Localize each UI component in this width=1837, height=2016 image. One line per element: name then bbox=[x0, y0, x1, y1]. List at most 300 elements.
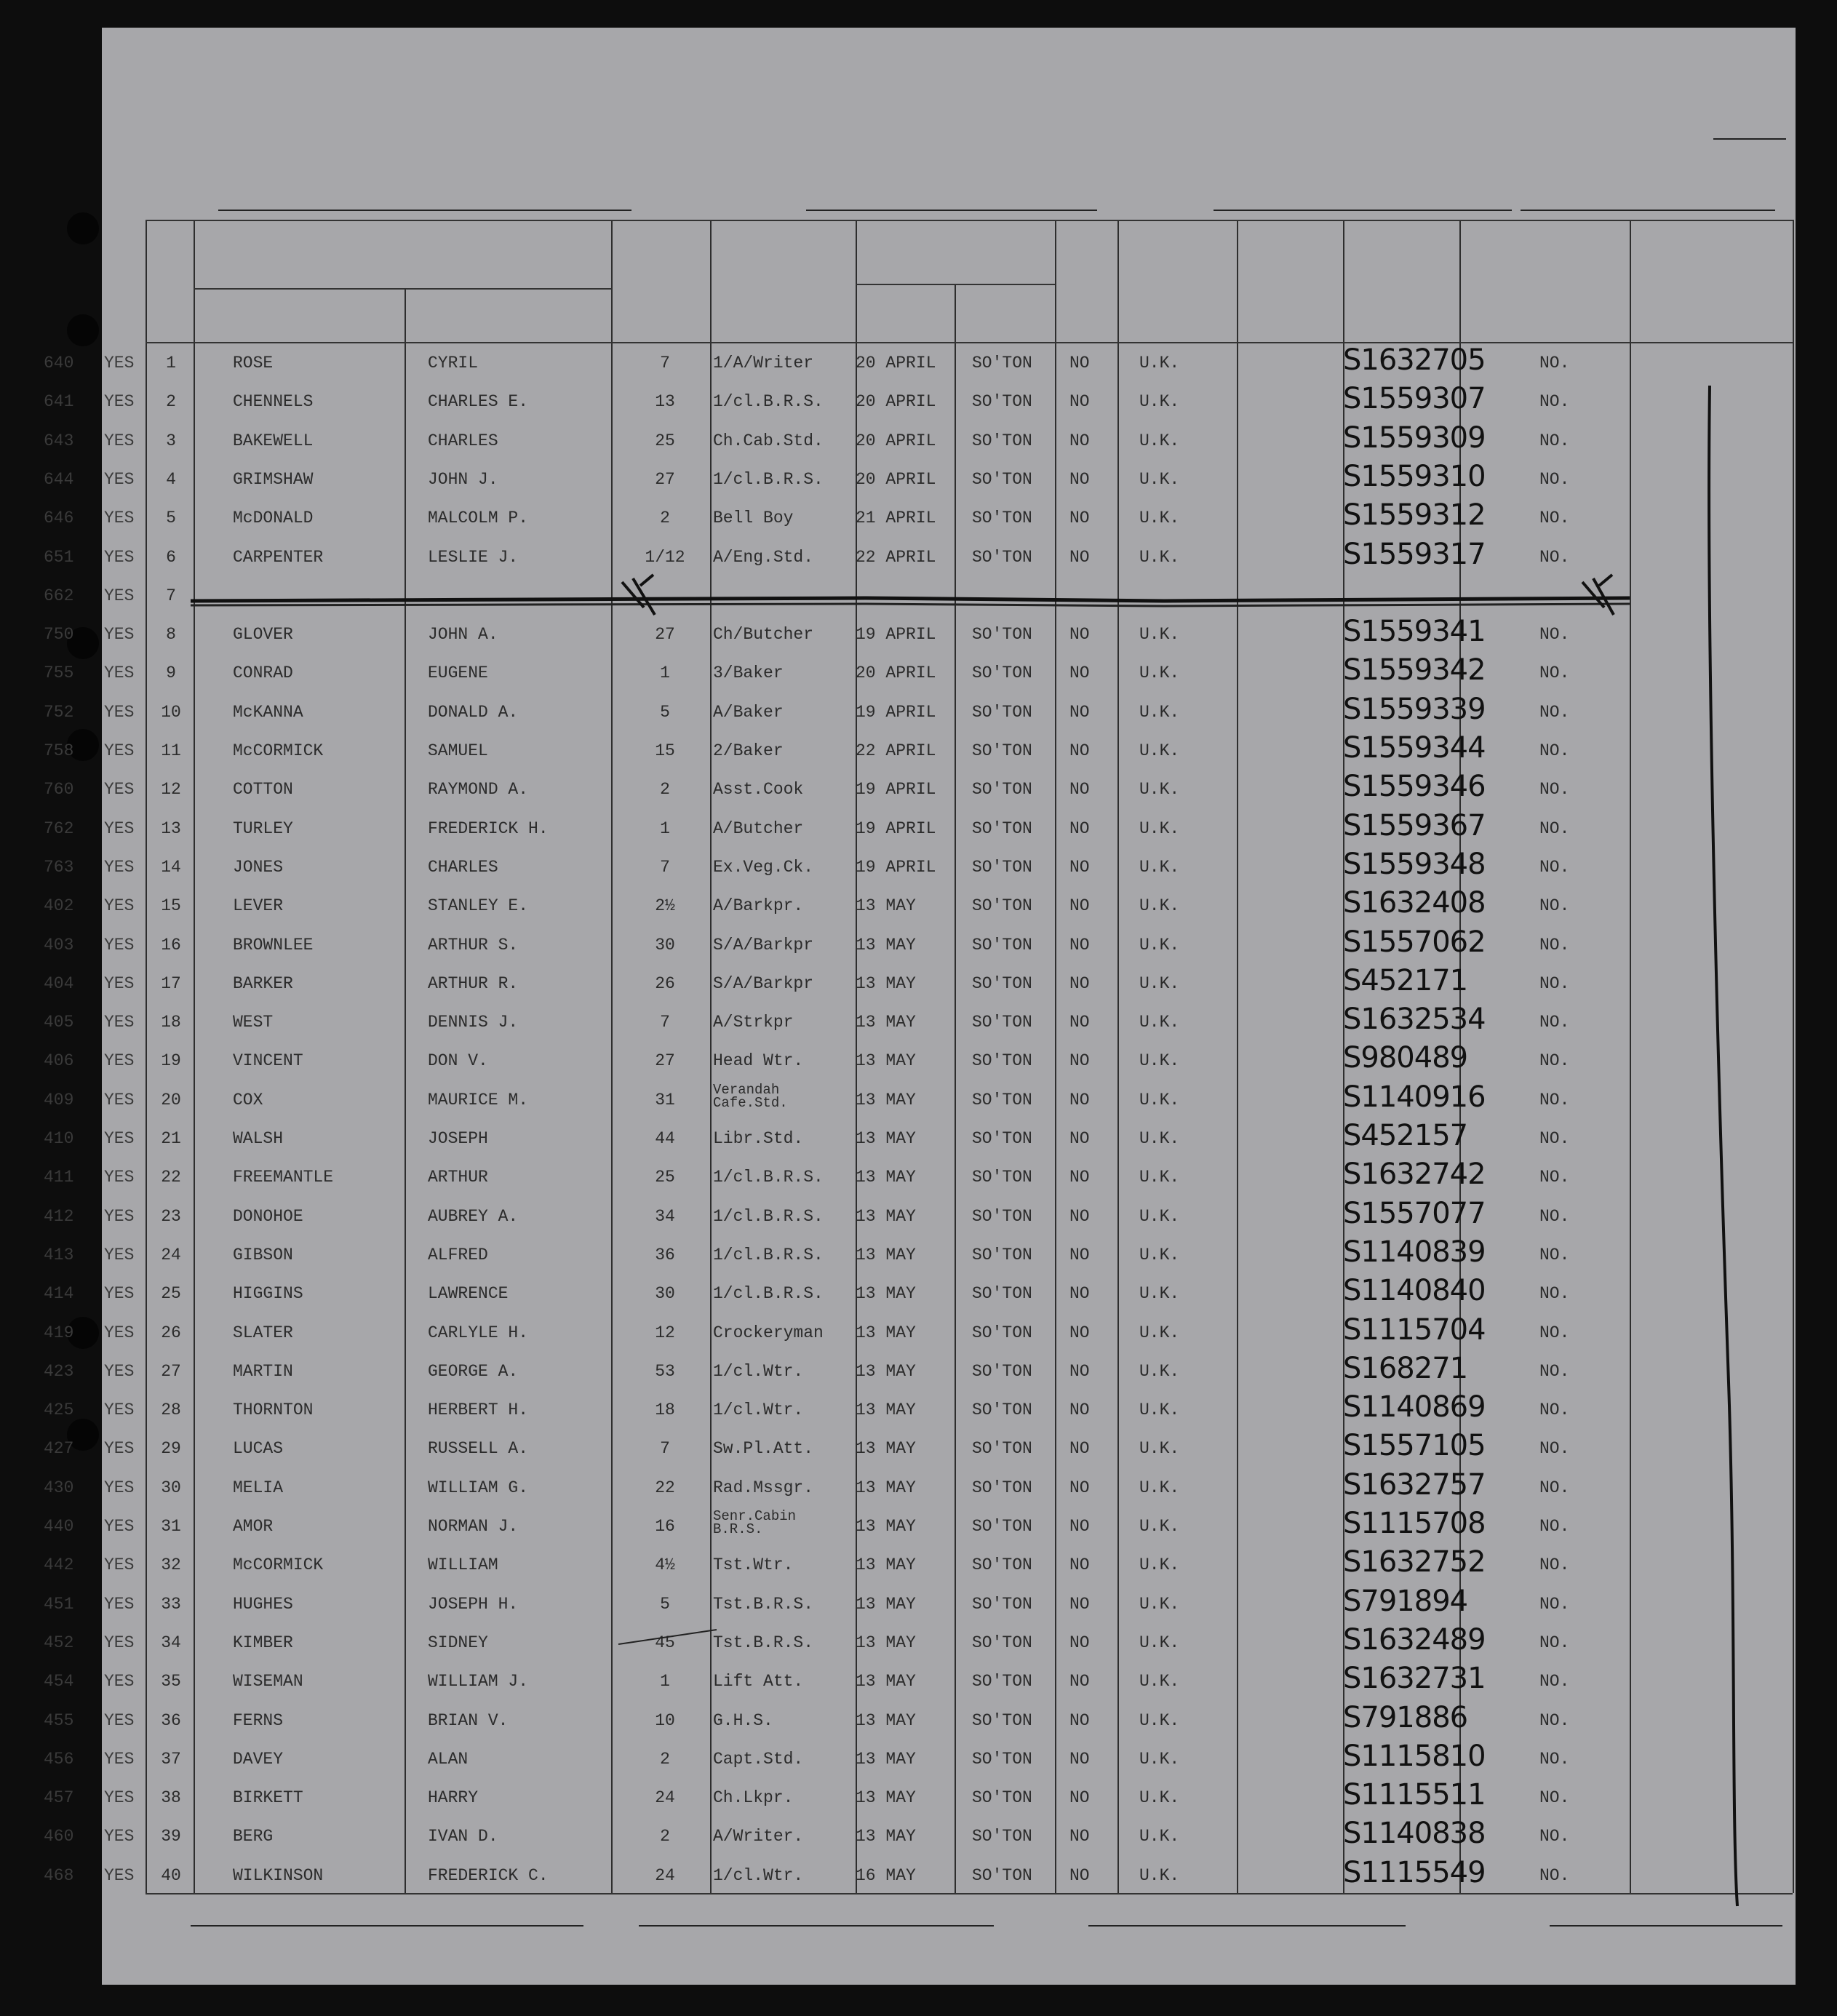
crew-list-marker: 640 bbox=[44, 354, 74, 372]
crew-yes-mark: YES bbox=[104, 1206, 135, 1226]
crew-list-marker: 750 bbox=[44, 625, 74, 645]
cell-when: 22 APRIL bbox=[856, 547, 936, 567]
cell-pos: Tst.Wtr. bbox=[713, 1555, 794, 1575]
cell-family: MARTIN bbox=[233, 1361, 293, 1381]
cell-when: 13 MAY bbox=[856, 1013, 916, 1032]
cell-pos: G.H.S. bbox=[713, 1710, 773, 1730]
cell-when: 13 MAY bbox=[856, 1517, 916, 1536]
cell-country: U.K. bbox=[1139, 1827, 1180, 1846]
crew-yes-mark: YES bbox=[104, 547, 135, 567]
row-number: 6 bbox=[166, 547, 176, 567]
cell-where: SO'TON bbox=[972, 702, 1032, 722]
row-number: 30 bbox=[161, 1478, 181, 1497]
cell-remark: NO. bbox=[1539, 1517, 1570, 1536]
cell-family: AMOR bbox=[233, 1517, 274, 1536]
cell-given: DON V. bbox=[428, 1051, 488, 1071]
crew-yes-mark: YES bbox=[104, 1710, 135, 1730]
cell-serial: S1115708 bbox=[1343, 1507, 1486, 1540]
cell-remark: NO. bbox=[1539, 392, 1570, 412]
cell-where: SO'TON bbox=[972, 741, 1032, 760]
cell-where: SO'TON bbox=[972, 1090, 1032, 1109]
cell-remark: NO. bbox=[1539, 1865, 1570, 1885]
cell-country: U.K. bbox=[1139, 1323, 1180, 1342]
cell-pos: Tst.B.R.S. bbox=[713, 1594, 814, 1614]
cell-pos: A/Writer. bbox=[713, 1827, 804, 1846]
cell-country: U.K. bbox=[1139, 702, 1180, 722]
cell-remark: NO. bbox=[1539, 741, 1570, 760]
cell-where: SO'TON bbox=[972, 431, 1032, 450]
cell-pos: Sw.Pl.Att. bbox=[713, 1439, 814, 1459]
cell-pos: Head Wtr. bbox=[713, 1051, 804, 1071]
cell-given: CARLYLE H. bbox=[428, 1323, 529, 1342]
cell-dis: NO bbox=[1069, 1749, 1090, 1769]
cell-serial: S1632408 bbox=[1343, 886, 1486, 920]
cell-serial: S1632534 bbox=[1343, 1003, 1486, 1037]
cell-given: AUBREY A. bbox=[428, 1206, 519, 1226]
cell-where: SO'TON bbox=[972, 973, 1032, 993]
cell-given: RUSSELL A. bbox=[428, 1439, 529, 1459]
cell-when: 19 APRIL bbox=[856, 625, 936, 645]
row-number: 1 bbox=[166, 354, 176, 372]
cell-country: U.K. bbox=[1139, 1090, 1180, 1109]
cell-where: SO'TON bbox=[972, 1710, 1032, 1730]
cell-years: 31 bbox=[655, 1090, 675, 1109]
crew-yes-mark: YES bbox=[104, 1594, 135, 1614]
cell-when: 19 APRIL bbox=[856, 702, 936, 722]
row-number: 14 bbox=[161, 857, 181, 877]
cell-country: U.K. bbox=[1139, 1284, 1180, 1304]
cell-given: HARRY bbox=[428, 1788, 479, 1808]
cell-given: NORMAN J. bbox=[428, 1517, 519, 1536]
row-number: 10 bbox=[161, 702, 181, 722]
crew-list-marker: 641 bbox=[44, 392, 74, 412]
cell-serial: S791886 bbox=[1343, 1700, 1468, 1734]
cell-where: SO'TON bbox=[972, 1051, 1032, 1071]
cell-given: SAMUEL bbox=[428, 741, 488, 760]
cell-dis: NO bbox=[1069, 818, 1090, 838]
cell-pos: Asst.Cook bbox=[713, 780, 804, 800]
cell-serial: S1115511 bbox=[1343, 1778, 1486, 1812]
cell-remark: NO. bbox=[1539, 1245, 1570, 1264]
crew-yes-mark: YES bbox=[104, 664, 135, 683]
cell-dis: NO bbox=[1069, 1401, 1090, 1420]
crew-yes-mark: YES bbox=[104, 1633, 135, 1652]
cell-where: SO'TON bbox=[972, 664, 1032, 683]
cell-when: 13 MAY bbox=[856, 1749, 916, 1769]
cell-when: 13 MAY bbox=[856, 935, 916, 955]
cell-where: SO'TON bbox=[972, 1749, 1032, 1769]
cell-country: U.K. bbox=[1139, 1633, 1180, 1652]
cell-country: U.K. bbox=[1139, 1710, 1180, 1730]
crew-list-marker: 643 bbox=[44, 431, 74, 450]
cell-remark: NO. bbox=[1539, 896, 1570, 916]
crew-list-marker: 427 bbox=[44, 1439, 74, 1459]
cell-country: U.K. bbox=[1139, 1129, 1180, 1148]
cell-years: 45 bbox=[655, 1633, 675, 1652]
cell-given: MALCOLM P. bbox=[428, 509, 529, 528]
cell-family: FERNS bbox=[233, 1710, 284, 1730]
cell-country: U.K. bbox=[1139, 547, 1180, 567]
cell-given: WILLIAM bbox=[428, 1555, 498, 1575]
cell-dis: NO bbox=[1069, 780, 1090, 800]
cell-dis: NO bbox=[1069, 1439, 1090, 1459]
cell-years: 15 bbox=[655, 741, 675, 760]
cell-country: U.K. bbox=[1139, 1013, 1180, 1032]
cell-where: SO'TON bbox=[972, 1555, 1032, 1575]
cell-given: ARTHUR R. bbox=[428, 973, 519, 993]
crew-yes-mark: YES bbox=[104, 1788, 135, 1808]
cell-serial: S1632731 bbox=[1343, 1662, 1486, 1696]
cell-country: U.K. bbox=[1139, 1672, 1180, 1692]
cell-country: U.K. bbox=[1139, 1555, 1180, 1575]
cell-given: HERBERT H. bbox=[428, 1401, 529, 1420]
cell-years: 27 bbox=[655, 469, 675, 489]
cell-remark: NO. bbox=[1539, 431, 1570, 450]
crew-yes-mark: YES bbox=[104, 1090, 135, 1109]
cell-serial: S1559309 bbox=[1343, 421, 1486, 455]
cell-dis: NO bbox=[1069, 935, 1090, 955]
cell-family: HIGGINS bbox=[233, 1284, 303, 1304]
crew-yes-mark: YES bbox=[104, 469, 135, 489]
cell-given: JOHN A. bbox=[428, 625, 498, 645]
cell-remark: NO. bbox=[1539, 509, 1570, 528]
cell-given: FREDERICK C. bbox=[428, 1865, 549, 1885]
cell-pos: Rad.Mssgr. bbox=[713, 1478, 814, 1497]
cell-serial: S1115810 bbox=[1343, 1739, 1486, 1773]
cell-pos: A/Baker bbox=[713, 702, 784, 722]
cell-years: 2 bbox=[660, 509, 670, 528]
cell-years: 1 bbox=[660, 1672, 670, 1692]
cell-when: 13 MAY bbox=[856, 1439, 916, 1459]
cell-dis: NO bbox=[1069, 1594, 1090, 1614]
cell-where: SO'TON bbox=[972, 818, 1032, 838]
cell-family: WILKINSON bbox=[233, 1865, 324, 1885]
cell-serial: S1557062 bbox=[1343, 925, 1486, 959]
cell-pos: Ch.Lkpr. bbox=[713, 1788, 794, 1808]
cell-dis: NO bbox=[1069, 857, 1090, 877]
row-number: 40 bbox=[161, 1865, 181, 1885]
cell-remark: NO. bbox=[1539, 1323, 1570, 1342]
cell-years: 2½ bbox=[655, 896, 675, 916]
crew-list-marker: 758 bbox=[44, 741, 74, 760]
crew-yes-mark: YES bbox=[104, 935, 135, 955]
crew-yes-mark: YES bbox=[104, 431, 135, 450]
cell-remark: NO. bbox=[1539, 1129, 1570, 1148]
cell-dis: NO bbox=[1069, 741, 1090, 760]
cell-dis: NO bbox=[1069, 664, 1090, 683]
cell-family: CARPENTER bbox=[233, 547, 324, 567]
crew-yes-mark: YES bbox=[104, 1013, 135, 1032]
crew-list-marker: 651 bbox=[44, 547, 74, 567]
cell-family: LUCAS bbox=[233, 1439, 284, 1459]
crew-list-marker: 419 bbox=[44, 1323, 74, 1342]
row-number: 2 bbox=[166, 392, 176, 412]
cell-dis: NO bbox=[1069, 469, 1090, 489]
crew-yes-mark: YES bbox=[104, 509, 135, 528]
crew-list-marker: 404 bbox=[44, 973, 74, 993]
cell-given: DONALD A. bbox=[428, 702, 519, 722]
cell-country: U.K. bbox=[1139, 1865, 1180, 1885]
cell-years: 7 bbox=[660, 857, 670, 877]
row-number: 20 bbox=[161, 1090, 181, 1109]
cell-family: ROSE bbox=[233, 354, 274, 372]
cell-when: 20 APRIL bbox=[856, 392, 936, 412]
cell-when: 19 APRIL bbox=[856, 857, 936, 877]
crew-list-marker: 413 bbox=[44, 1245, 74, 1264]
cell-dis: NO bbox=[1069, 1206, 1090, 1226]
cell-dis: NO bbox=[1069, 1168, 1090, 1187]
cell-years: 2 bbox=[660, 780, 670, 800]
cell-pos: Libr.Std. bbox=[713, 1129, 804, 1148]
cell-serial: S1559348 bbox=[1343, 847, 1486, 881]
cell-years: 7 bbox=[660, 1013, 670, 1032]
cell-country: U.K. bbox=[1139, 857, 1180, 877]
crew-yes-mark: YES bbox=[104, 1129, 135, 1148]
cell-dis: NO bbox=[1069, 1090, 1090, 1109]
cell-dis: NO bbox=[1069, 1323, 1090, 1342]
crew-list-marker: 763 bbox=[44, 857, 74, 877]
cell-when: 13 MAY bbox=[856, 1361, 916, 1381]
cell-given: BRIAN V. bbox=[428, 1710, 509, 1730]
cell-family: GRIMSHAW bbox=[233, 469, 314, 489]
cell-where: SO'TON bbox=[972, 1672, 1032, 1692]
cell-where: SO'TON bbox=[972, 625, 1032, 645]
cell-where: SO'TON bbox=[972, 469, 1032, 489]
cell-when: 13 MAY bbox=[856, 973, 916, 993]
cell-given: RAYMOND A. bbox=[428, 780, 529, 800]
cell-years: 10 bbox=[655, 1710, 675, 1730]
cell-pos: S/A/Barkpr bbox=[713, 935, 814, 955]
cell-years: 13 bbox=[655, 392, 675, 412]
cell-given: ARTHUR bbox=[428, 1168, 488, 1187]
cell-dis: NO bbox=[1069, 1788, 1090, 1808]
crew-yes-mark: YES bbox=[104, 1323, 135, 1342]
cell-when: 13 MAY bbox=[856, 1710, 916, 1730]
cell-dis: NO bbox=[1069, 1245, 1090, 1264]
cell-serial: S1140840 bbox=[1343, 1274, 1486, 1308]
crew-yes-mark: YES bbox=[104, 1827, 135, 1846]
row-number: 13 bbox=[161, 818, 181, 838]
cell-serial: S1115704 bbox=[1343, 1312, 1486, 1347]
cell-remark: NO. bbox=[1539, 973, 1570, 993]
cell-where: SO'TON bbox=[972, 1478, 1032, 1497]
cell-given: FREDERICK H. bbox=[428, 818, 549, 838]
cell-remark: NO. bbox=[1539, 1478, 1570, 1497]
cell-dis: NO bbox=[1069, 1478, 1090, 1497]
cell-where: SO'TON bbox=[972, 1865, 1032, 1885]
crew-yes-mark: YES bbox=[104, 1168, 135, 1187]
cell-pos: Ex.Veg.Ck. bbox=[713, 857, 814, 877]
cell-where: SO'TON bbox=[972, 1594, 1032, 1614]
crew-list-marker: 440 bbox=[44, 1517, 74, 1536]
cell-family: VINCENT bbox=[233, 1051, 303, 1071]
crew-list-marker: 460 bbox=[44, 1827, 74, 1846]
row-number: 39 bbox=[161, 1827, 181, 1846]
cell-remark: NO. bbox=[1539, 1401, 1570, 1420]
cell-when: 20 APRIL bbox=[856, 431, 936, 450]
crew-list-marker: 403 bbox=[44, 935, 74, 955]
cell-pos: 1/cl.B.R.S. bbox=[713, 1168, 824, 1187]
cell-family: JONES bbox=[233, 857, 284, 877]
cell-family: McCORMICK bbox=[233, 741, 324, 760]
cell-family: COX bbox=[233, 1090, 263, 1109]
cell-remark: NO. bbox=[1539, 1361, 1570, 1381]
cell-when: 13 MAY bbox=[856, 1633, 916, 1652]
cell-given: LAWRENCE bbox=[428, 1284, 509, 1304]
cell-family: DONOHOE bbox=[233, 1206, 303, 1226]
crew-yes-mark: YES bbox=[104, 857, 135, 877]
cell-country: U.K. bbox=[1139, 392, 1180, 412]
row-number: 24 bbox=[161, 1245, 181, 1264]
cell-pos: A/Butcher bbox=[713, 818, 804, 838]
cell-when: 13 MAY bbox=[856, 1672, 916, 1692]
cell-family: MELIA bbox=[233, 1478, 284, 1497]
cell-given: CHARLES bbox=[428, 857, 498, 877]
cell-pos: 1/cl.B.R.S. bbox=[713, 1284, 824, 1304]
cell-pos: A/Strkpr bbox=[713, 1013, 794, 1032]
cell-where: SO'TON bbox=[972, 896, 1032, 916]
cell-years: 26 bbox=[655, 973, 675, 993]
cell-years: 30 bbox=[655, 935, 675, 955]
cell-when: 13 MAY bbox=[856, 1401, 916, 1420]
cell-pos: Tst.B.R.S. bbox=[713, 1633, 814, 1652]
cell-remark: NO. bbox=[1539, 857, 1570, 877]
cell-when: 19 APRIL bbox=[856, 818, 936, 838]
cell-remark: NO. bbox=[1539, 702, 1570, 722]
cell-years: 2 bbox=[660, 1749, 670, 1769]
cell-serial: S168271 bbox=[1343, 1351, 1468, 1385]
cell-pos: 1/cl.B.R.S. bbox=[713, 1245, 824, 1264]
cell-pos: 2/Baker bbox=[713, 741, 784, 760]
crew-list-marker: 430 bbox=[44, 1478, 74, 1497]
cell-remark: NO. bbox=[1539, 1168, 1570, 1187]
cell-serial: S1559367 bbox=[1343, 808, 1486, 842]
cell-where: SO'TON bbox=[972, 1517, 1032, 1536]
cell-serial: S1559312 bbox=[1343, 498, 1486, 533]
cell-dis: NO bbox=[1069, 354, 1090, 372]
cell-family: WEST bbox=[233, 1013, 274, 1032]
cell-serial: S1559339 bbox=[1343, 692, 1486, 726]
cell-when: 13 MAY bbox=[856, 1284, 916, 1304]
crew-list-marker: 410 bbox=[44, 1129, 74, 1148]
cell-pos: Crockeryman bbox=[713, 1323, 824, 1342]
cell-remark: NO. bbox=[1539, 1013, 1570, 1032]
cell-pos: 1/cl.Wtr. bbox=[713, 1865, 804, 1885]
crew-list-marker: 455 bbox=[44, 1710, 74, 1730]
cell-years: 1 bbox=[660, 818, 670, 838]
cell-where: SO'TON bbox=[972, 354, 1032, 372]
cell-pos: Ch.Cab.Std. bbox=[713, 431, 824, 450]
cell-where: SO'TON bbox=[972, 509, 1032, 528]
cell-given: JOSEPH H. bbox=[428, 1594, 519, 1614]
cell-dis: NO bbox=[1069, 431, 1090, 450]
cell-family: WALSH bbox=[233, 1129, 284, 1148]
cell-family: McCORMICK bbox=[233, 1555, 324, 1575]
cell-given: WILLIAM G. bbox=[428, 1478, 529, 1497]
cell-given: ALFRED bbox=[428, 1245, 488, 1264]
cell-where: SO'TON bbox=[972, 1439, 1032, 1459]
crew-list-marker: 405 bbox=[44, 1013, 74, 1032]
cell-where: SO'TON bbox=[972, 1129, 1032, 1148]
cell-remark: NO. bbox=[1539, 469, 1570, 489]
row-number: 38 bbox=[161, 1788, 181, 1808]
crew-yes-mark: YES bbox=[104, 1555, 135, 1575]
cell-given: DENNIS J. bbox=[428, 1013, 519, 1032]
cell-given: EUGENE bbox=[428, 664, 488, 683]
cell-pos: Lift Att. bbox=[713, 1672, 804, 1692]
cell-family: BROWNLEE bbox=[233, 935, 314, 955]
cell-dis: NO bbox=[1069, 1284, 1090, 1304]
cell-pos: Verandah Cafe.Std. bbox=[713, 1081, 788, 1111]
cell-when: 20 APRIL bbox=[856, 354, 936, 372]
cell-when: 16 MAY bbox=[856, 1865, 916, 1885]
cell-when: 13 MAY bbox=[856, 1206, 916, 1226]
row-number: 19 bbox=[161, 1051, 181, 1071]
cell-family: McDONALD bbox=[233, 509, 314, 528]
cell-country: U.K. bbox=[1139, 1401, 1180, 1420]
row-number: 8 bbox=[166, 625, 176, 645]
row-number: 21 bbox=[161, 1129, 181, 1148]
cell-pos: S/A/Barkpr bbox=[713, 973, 814, 993]
crew-list-marker: 762 bbox=[44, 818, 74, 838]
cell-remark: NO. bbox=[1539, 1555, 1570, 1575]
cell-years: 27 bbox=[655, 1051, 675, 1071]
cell-dis: NO bbox=[1069, 1051, 1090, 1071]
row-number: 25 bbox=[161, 1284, 181, 1304]
crew-yes-mark: YES bbox=[104, 702, 135, 722]
cell-family: WISEMAN bbox=[233, 1672, 303, 1692]
crew-list-marker: 423 bbox=[44, 1361, 74, 1381]
crew-yes-mark: YES bbox=[104, 1439, 135, 1459]
cell-remark: NO. bbox=[1539, 1788, 1570, 1808]
cell-years: 7 bbox=[660, 1439, 670, 1459]
cell-remark: NO. bbox=[1539, 1206, 1570, 1226]
row-number: 34 bbox=[161, 1633, 181, 1652]
cell-serial: S1557077 bbox=[1343, 1196, 1486, 1230]
cell-where: SO'TON bbox=[972, 392, 1032, 412]
cell-dis: NO bbox=[1069, 1517, 1090, 1536]
row-number: 27 bbox=[161, 1361, 181, 1381]
cell-family: COTTON bbox=[233, 780, 293, 800]
cell-when: 13 MAY bbox=[856, 1323, 916, 1342]
cell-country: U.K. bbox=[1139, 1517, 1180, 1536]
cell-serial: S1632757 bbox=[1343, 1467, 1486, 1502]
cell-serial: S1140838 bbox=[1343, 1817, 1486, 1851]
crew-yes-mark: YES bbox=[104, 1478, 135, 1497]
cell-given: JOSEPH bbox=[428, 1129, 488, 1148]
cell-dis: NO bbox=[1069, 392, 1090, 412]
cell-remark: NO. bbox=[1539, 780, 1570, 800]
cell-remark: NO. bbox=[1539, 1439, 1570, 1459]
crew-list-marker: 457 bbox=[44, 1788, 74, 1808]
cell-years: 44 bbox=[655, 1129, 675, 1148]
cell-dis: NO bbox=[1069, 509, 1090, 528]
cell-serial: S1559346 bbox=[1343, 770, 1486, 804]
crew-list-marker: 409 bbox=[44, 1090, 74, 1109]
crew-list-marker: 402 bbox=[44, 896, 74, 916]
row-number: 12 bbox=[161, 780, 181, 800]
cell-remark: NO. bbox=[1539, 1594, 1570, 1614]
row-number: 9 bbox=[166, 664, 176, 683]
row-number: 37 bbox=[161, 1749, 181, 1769]
cell-given: CHARLES bbox=[428, 431, 498, 450]
cell-family: CHENNELS bbox=[233, 392, 314, 412]
cell-when: 13 MAY bbox=[856, 1051, 916, 1071]
cell-remark: NO. bbox=[1539, 664, 1570, 683]
cell-where: SO'TON bbox=[972, 1168, 1032, 1187]
cell-remark: NO. bbox=[1539, 1827, 1570, 1846]
cell-years: 12 bbox=[655, 1323, 675, 1342]
